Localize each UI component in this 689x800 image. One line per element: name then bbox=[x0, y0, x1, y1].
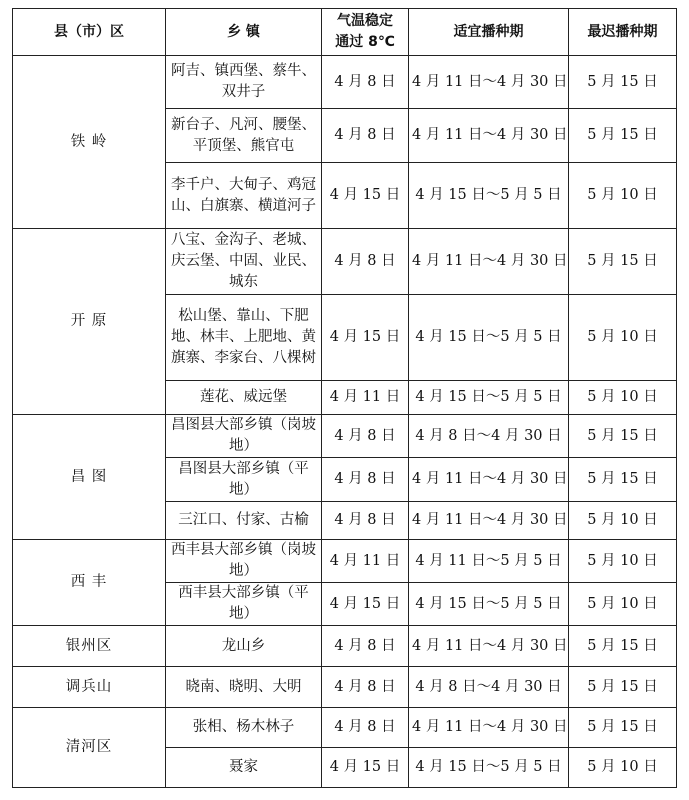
table-row bbox=[13, 415, 677, 458]
county-cell: 西 丰 bbox=[13, 540, 166, 626]
town-cell: 聂家 bbox=[166, 748, 322, 788]
table-row bbox=[13, 56, 677, 109]
suitable-period-cell: 4 月 11 日～4 月 30 日 bbox=[409, 626, 569, 667]
county-cell: 银州区 bbox=[13, 626, 166, 667]
suitable-period-cell: 4 月 8 日～4 月 30 日 bbox=[409, 667, 569, 708]
temperature-date-cell: 4 月 8 日 bbox=[322, 708, 409, 748]
suitable-period-cell: 4 月 11 日～5 月 5 日 bbox=[409, 540, 569, 583]
temperature-date-cell: 4 月 8 日 bbox=[322, 458, 409, 502]
town-cell: 三江口、付家、古榆 bbox=[166, 502, 322, 540]
suitable-period-cell: 4 月 11 日～4 月 30 日 bbox=[409, 56, 569, 109]
sowing-period-table bbox=[12, 8, 677, 788]
town-cell: 昌图县大部乡镇（平地） bbox=[166, 458, 322, 502]
latest-date-cell: 5 月 10 日 bbox=[569, 583, 677, 626]
temperature-date-cell: 4 月 8 日 bbox=[322, 229, 409, 295]
latest-date-cell: 5 月 10 日 bbox=[569, 295, 677, 381]
table-row bbox=[13, 708, 677, 748]
county-cell: 清河区 bbox=[13, 708, 166, 788]
town-cell: 昌图县大部乡镇（岗坡地） bbox=[166, 415, 322, 458]
suitable-period-cell: 4 月 11 日～4 月 30 日 bbox=[409, 458, 569, 502]
latest-date-cell: 5 月 10 日 bbox=[569, 748, 677, 788]
temperature-date-cell: 4 月 15 日 bbox=[322, 583, 409, 626]
suitable-period-cell: 4 月 15 日～5 月 5 日 bbox=[409, 163, 569, 229]
latest-date-cell: 5 月 10 日 bbox=[569, 540, 677, 583]
header-town: 乡 镇 bbox=[166, 9, 322, 56]
suitable-period-cell: 4 月 11 日～4 月 30 日 bbox=[409, 109, 569, 163]
temperature-date-cell: 4 月 8 日 bbox=[322, 502, 409, 540]
suitable-period-cell: 4 月 8 日～4 月 30 日 bbox=[409, 415, 569, 458]
town-cell: 新台子、凡河、腰堡、平顶堡、熊官屯 bbox=[166, 109, 322, 163]
header-temperature-line1: 气温稳定 bbox=[337, 13, 393, 29]
temperature-date-cell: 4 月 15 日 bbox=[322, 163, 409, 229]
latest-date-cell: 5 月 15 日 bbox=[569, 56, 677, 109]
town-cell: 西丰县大部乡镇（平地） bbox=[166, 583, 322, 626]
town-cell: 张相、杨木林子 bbox=[166, 708, 322, 748]
town-cell: 李千户、大甸子、鸡冠山、白旗寨、横道河子 bbox=[166, 163, 322, 229]
temperature-date-cell: 4 月 8 日 bbox=[322, 667, 409, 708]
table-row bbox=[13, 229, 677, 295]
header-county: 县（市）区 bbox=[13, 9, 166, 56]
temperature-date-cell: 4 月 11 日 bbox=[322, 381, 409, 415]
latest-date-cell: 5 月 15 日 bbox=[569, 109, 677, 163]
county-cell: 铁 岭 bbox=[13, 56, 166, 229]
temperature-date-cell: 4 月 15 日 bbox=[322, 295, 409, 381]
latest-date-cell: 5 月 15 日 bbox=[569, 626, 677, 667]
temperature-date-cell: 4 月 8 日 bbox=[322, 415, 409, 458]
temperature-date-cell: 4 月 15 日 bbox=[322, 748, 409, 788]
latest-date-cell: 5 月 15 日 bbox=[569, 667, 677, 708]
table-header-row bbox=[13, 9, 677, 56]
latest-date-cell: 5 月 10 日 bbox=[569, 163, 677, 229]
table-row bbox=[13, 540, 677, 583]
suitable-period-cell: 4 月 15 日～5 月 5 日 bbox=[409, 748, 569, 788]
latest-date-cell: 5 月 10 日 bbox=[569, 502, 677, 540]
town-cell: 八宝、金沟子、老城、庆云堡、中固、业民、城东 bbox=[166, 229, 322, 295]
latest-date-cell: 5 月 15 日 bbox=[569, 708, 677, 748]
temperature-date-cell: 4 月 8 日 bbox=[322, 56, 409, 109]
temperature-date-cell: 4 月 8 日 bbox=[322, 109, 409, 163]
header-temperature bbox=[322, 9, 409, 56]
county-cell: 昌 图 bbox=[13, 415, 166, 540]
header-suitable-period: 适宜播种期 bbox=[409, 9, 569, 56]
table-row bbox=[13, 667, 677, 708]
latest-date-cell: 5 月 15 日 bbox=[569, 458, 677, 502]
town-cell: 西丰县大部乡镇（岗坡地） bbox=[166, 540, 322, 583]
temperature-date-cell: 4 月 8 日 bbox=[322, 626, 409, 667]
county-cell: 调兵山 bbox=[13, 667, 166, 708]
county-cell: 开 原 bbox=[13, 229, 166, 415]
town-cell: 晓南、晓明、大明 bbox=[166, 667, 322, 708]
latest-date-cell: 5 月 10 日 bbox=[569, 381, 677, 415]
town-cell: 松山堡、靠山、下肥地、林丰、上肥地、黄旗寨、李家台、八棵树 bbox=[166, 295, 322, 381]
suitable-period-cell: 4 月 11 日～4 月 30 日 bbox=[409, 708, 569, 748]
temperature-date-cell: 4 月 11 日 bbox=[322, 540, 409, 583]
suitable-period-cell: 4 月 11 日～4 月 30 日 bbox=[409, 229, 569, 295]
header-temperature-line2: 通过 8℃ bbox=[335, 34, 395, 50]
town-cell: 莲花、威远堡 bbox=[166, 381, 322, 415]
suitable-period-cell: 4 月 15 日～5 月 5 日 bbox=[409, 295, 569, 381]
town-cell: 阿吉、镇西堡、蔡牛、双井子 bbox=[166, 56, 322, 109]
latest-date-cell: 5 月 15 日 bbox=[569, 229, 677, 295]
latest-date-cell: 5 月 15 日 bbox=[569, 415, 677, 458]
town-cell: 龙山乡 bbox=[166, 626, 322, 667]
header-latest-date: 最迟播种期 bbox=[569, 9, 677, 56]
table-row bbox=[13, 626, 677, 667]
suitable-period-cell: 4 月 15 日～5 月 5 日 bbox=[409, 381, 569, 415]
suitable-period-cell: 4 月 15 日～5 月 5 日 bbox=[409, 583, 569, 626]
suitable-period-cell: 4 月 11 日～4 月 30 日 bbox=[409, 502, 569, 540]
